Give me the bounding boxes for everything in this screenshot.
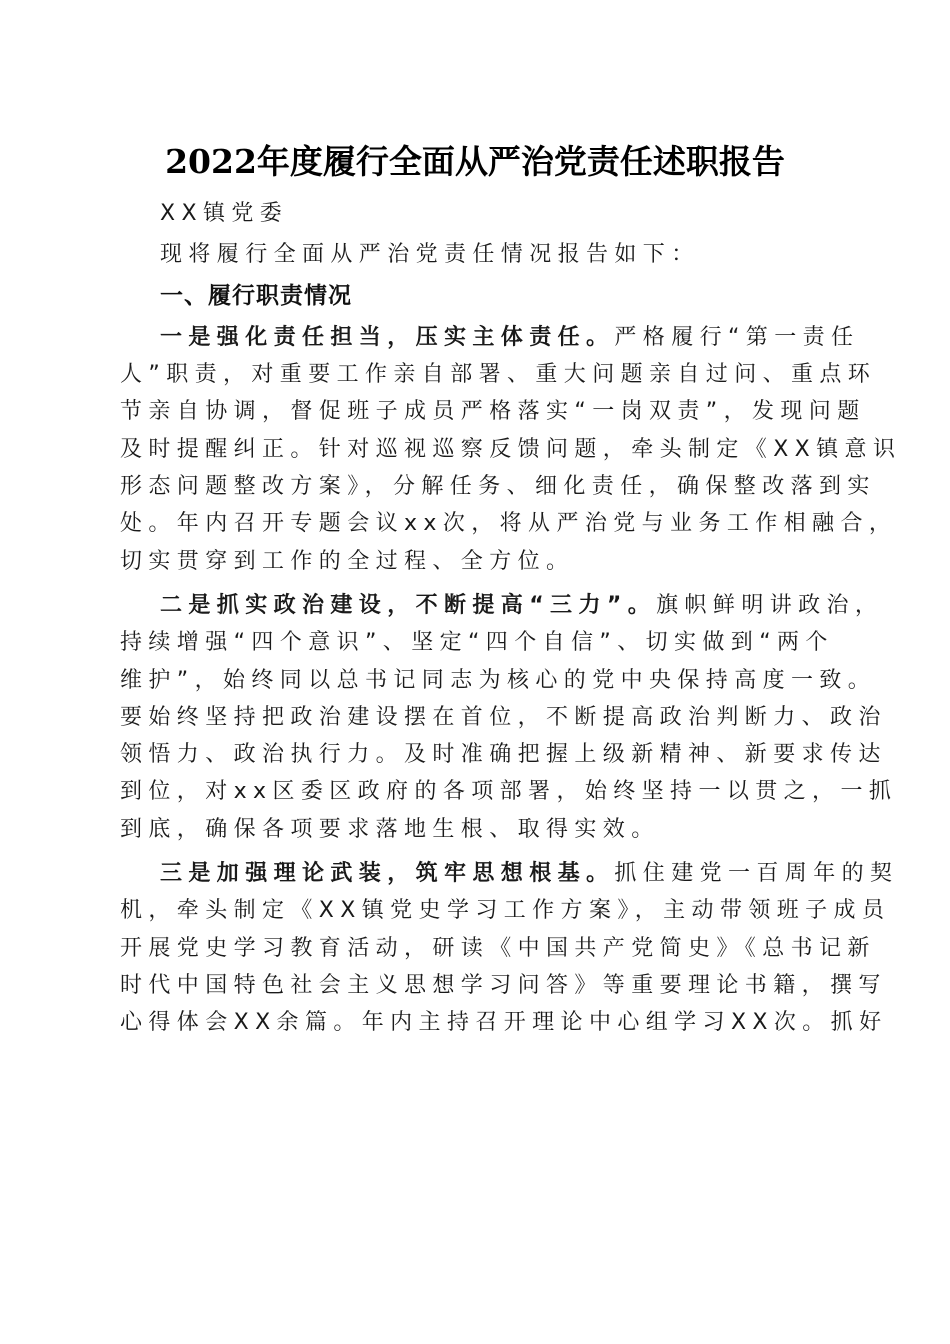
paragraph-line: 到位，对xx区委区政府的各项部署，始终坚持一以贯之，一抓 xyxy=(120,779,898,805)
paragraph-text: 严格履行“第一责任 xyxy=(614,324,860,350)
paragraph-line: 机，牵头制定《XX镇党史学习工作方案》，主动带领班子成员 xyxy=(120,898,891,924)
paragraph-text: 抓住建党一百周年的契 xyxy=(614,861,899,887)
paragraph-line: 形态问题整改方案》，分解任务、细化责任，确保整改落到实 xyxy=(120,474,876,500)
paragraph-line: 处。年内召开专题会议xx次，将从严治党与业务工作相融合， xyxy=(120,511,898,537)
paragraph-lead: 二是抓实政治建设，不断提高“三力”。 xyxy=(160,592,657,618)
paragraph-line: 人”职责，对重要工作亲自部署、重大问题亲自过问、重点环 xyxy=(120,362,877,388)
paragraph-line: 节亲自协调，督促班子成员严格落实“一岗双责”，发现问题 xyxy=(120,399,866,425)
paragraph-line: 开展党史学习教育活动，研读《中国共产党简史》《总书记新 xyxy=(120,935,876,961)
paragraph-line: 到底，确保各项要求落地生根、取得实效。 xyxy=(120,816,660,842)
paragraph-line: 切实贯穿到工作的全过程、全方位。 xyxy=(120,548,575,574)
paragraph-line: 领悟力、政治执行力。及时准确把握上级新精神、新要求传达 xyxy=(120,742,887,768)
paragraph-first-line xyxy=(120,319,860,356)
paragraph-2 xyxy=(120,587,898,848)
paragraph-first-line xyxy=(120,587,884,624)
paragraph-line: 持续增强“四个意识”、坚定“四个自信”、切实做到“两个 xyxy=(120,630,834,656)
intro-line: 现将履行全面从严治党责任情况报告如下： xyxy=(160,242,700,268)
paragraph-text: 旗帜鲜明讲政治， xyxy=(656,592,884,618)
paragraph-line: 时代中国特色社会主义思想学习问答》等重要理论书籍，撰写 xyxy=(120,972,887,998)
paragraph-line: 及时提醒纠正。针对巡视巡察反馈问题，牵头制定《XX镇意识 xyxy=(120,436,902,462)
paragraph-lead: 一是强化责任担当，压实主体责任。 xyxy=(160,324,615,350)
author-line: XX镇党委 xyxy=(160,201,289,226)
paragraph-line: 维护”，始终同以总书记同志为核心的党中央保持高度一致。 xyxy=(120,667,877,693)
paragraph-lead: 三是加强理论武装，筑牢思想根基。 xyxy=(160,861,615,887)
document-body xyxy=(120,195,902,1049)
paragraph-first-line xyxy=(120,855,899,892)
paragraph-line: 心得体会XX余篇。年内主持召开理论中心组学习XX次。抓好 xyxy=(120,1010,888,1036)
paragraph-line: 要始终坚持把政治建设摆在首位，不断提高政治判断力、政治 xyxy=(120,704,887,730)
section-heading: 一、履行职责情况 xyxy=(160,282,352,309)
document-title: 2022年度履行全面从严治党责任述职报告 xyxy=(165,142,785,181)
paragraph-1 xyxy=(120,319,902,580)
paragraph-3 xyxy=(120,855,899,1041)
